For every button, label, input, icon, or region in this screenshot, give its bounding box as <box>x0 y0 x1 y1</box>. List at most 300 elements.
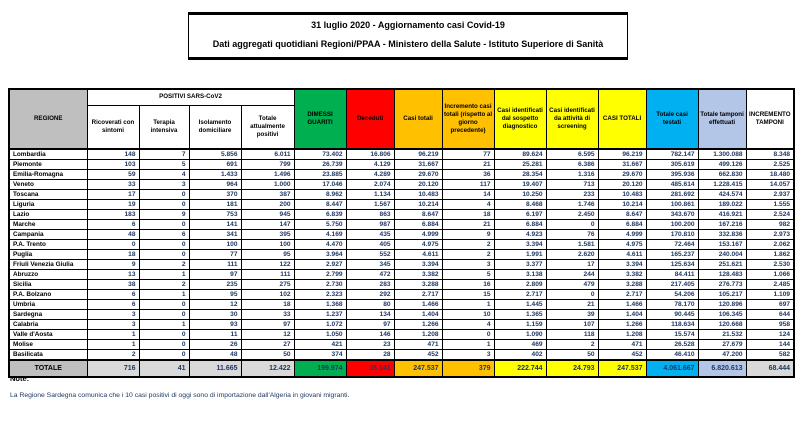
table-cell: 20.120 <box>394 180 442 190</box>
table-cell: 471 <box>598 340 646 350</box>
table-cell: 8.647 <box>598 210 646 220</box>
table-cell: 424.574 <box>698 190 746 200</box>
table-cell: 118.634 <box>646 320 698 330</box>
table-cell: 387 <box>241 190 294 200</box>
table-cell: 23.885 <box>294 170 346 180</box>
table-cell: 15.574 <box>646 330 698 340</box>
table-cell: 21 <box>442 160 494 170</box>
table-cell: 100.861 <box>646 200 698 210</box>
table-cell: 3 <box>139 180 189 190</box>
table-cell: 2.717 <box>394 290 442 300</box>
table-cell: 1.072 <box>294 320 346 330</box>
table-cell: 141 <box>189 220 241 230</box>
bulletin-title: 31 luglio 2020 - Aggiornamento casi Covid-19 <box>311 20 505 30</box>
table-cell: 1.316 <box>546 170 598 180</box>
table-cell: 19 <box>87 200 139 210</box>
table-cell: 48 <box>87 230 139 240</box>
table-cell: 3.288 <box>598 280 646 290</box>
table-cell: 28 <box>346 350 394 361</box>
total-label: TOTALE <box>9 360 87 377</box>
table-cell: 29.670 <box>394 170 442 180</box>
table-cell: 343.670 <box>646 210 698 220</box>
region-name: Lombardia <box>9 149 87 160</box>
total-cell: 68.444 <box>746 360 794 377</box>
table-cell: 2.524 <box>746 210 794 220</box>
total-cell: 4.061.667 <box>646 360 698 377</box>
table-cell: 1 <box>442 300 494 310</box>
table-cell: 9 <box>87 260 139 270</box>
table-cell: 982 <box>746 220 794 230</box>
table-cell: 2 <box>87 350 139 361</box>
table-cell: 2 <box>442 240 494 250</box>
table-cell: 2 <box>139 280 189 290</box>
table-cell: 6 <box>139 230 189 240</box>
table-cell: 183 <box>87 210 139 220</box>
table-cell: 30 <box>189 310 241 320</box>
table-cell: 1.991 <box>494 250 546 260</box>
table-cell: 0 <box>546 290 598 300</box>
table-cell: 47.200 <box>698 350 746 361</box>
table-cell: 9 <box>442 230 494 240</box>
covid-data-table <box>8 88 795 378</box>
table-cell: 122 <box>241 260 294 270</box>
table-cell: 1.466 <box>394 300 442 310</box>
table-cell: 4.169 <box>294 230 346 240</box>
region-name: Sardegna <box>9 310 87 320</box>
bulletin-subtitle: Dati aggregati quotidiani Regioni/PPAA - Ministero della Salute - Istituto Superiore di Sanità <box>212 38 604 49</box>
table-cell: 1.050 <box>294 330 346 340</box>
table-cell: 26 <box>189 340 241 350</box>
table-cell: 0 <box>139 220 189 230</box>
table-cell: 2.525 <box>746 160 794 170</box>
table-cell: 76 <box>546 230 598 240</box>
region-name: Umbria <box>9 300 87 310</box>
table-cell: 2 <box>546 340 598 350</box>
table-cell: 4.923 <box>494 230 546 240</box>
table-cell: 582 <box>746 350 794 361</box>
table-cell: 26.739 <box>294 160 346 170</box>
table-cell: 6.386 <box>546 160 598 170</box>
table-cell: 4.975 <box>598 240 646 250</box>
title-box <box>188 12 628 60</box>
table-cell: 2.973 <box>746 230 794 240</box>
table-cell: 0 <box>442 330 494 340</box>
sub-header-isolamento: Isolamento domiciliare <box>189 106 241 150</box>
table-cell: 753 <box>189 210 241 220</box>
table-cell: 452 <box>598 350 646 361</box>
region-name: Valle d'Aosta <box>9 330 87 340</box>
table-cell: 78.170 <box>646 300 698 310</box>
table-row <box>9 230 794 240</box>
column-header-regione: REGIONE <box>9 89 87 149</box>
table-cell: 6.011 <box>241 149 294 160</box>
region-name: Marche <box>9 220 87 230</box>
table-cell: 4.611 <box>394 250 442 260</box>
table-row <box>9 270 794 280</box>
table-row <box>9 300 794 310</box>
table-cell: 5.856 <box>189 149 241 160</box>
table-cell: 118 <box>546 330 598 340</box>
table-cell: 31.667 <box>598 160 646 170</box>
table-cell: 0 <box>139 350 189 361</box>
table-cell: 6 <box>87 300 139 310</box>
table-cell: 799 <box>241 160 294 170</box>
table-cell: 3 <box>87 310 139 320</box>
table-cell: 782.147 <box>646 149 698 160</box>
table-cell: 3.394 <box>394 260 442 270</box>
table-cell: 97 <box>241 320 294 330</box>
region-name: P.A. Trento <box>9 240 87 250</box>
note-text: La Regione Sardegna comunica che i 10 casi positivi di oggi sono di importazione dall'Algeria in giovani migranti. <box>10 392 350 399</box>
column-header-incremento-casi: Incremento casi totali (rispetto al giorno precedente) <box>442 89 494 149</box>
table-cell: 958 <box>746 320 794 330</box>
table-cell: 0 <box>139 190 189 200</box>
table-cell: 3.382 <box>598 270 646 280</box>
table-cell: 117 <box>442 180 494 190</box>
table-cell: 153.167 <box>698 240 746 250</box>
column-header-casi-totali: Casi totali <box>394 89 442 149</box>
table-cell: 1.581 <box>546 240 598 250</box>
table-cell: 20.120 <box>598 180 646 190</box>
table-cell: 15 <box>442 290 494 300</box>
table-cell: 2 <box>139 260 189 270</box>
table-cell: 6.884 <box>394 220 442 230</box>
table-cell: 6 <box>87 290 139 300</box>
table-cell: 2.062 <box>746 240 794 250</box>
region-name: Campania <box>9 230 87 240</box>
table-cell: 552 <box>346 250 394 260</box>
table-cell: 0 <box>139 250 189 260</box>
table-cell: 97 <box>189 270 241 280</box>
table-row <box>9 180 794 190</box>
table-cell: 200 <box>241 200 294 210</box>
region-name: Calabria <box>9 320 87 330</box>
table-cell: 2.620 <box>546 250 598 260</box>
table-cell: 120.896 <box>698 300 746 310</box>
table-cell: 2.730 <box>294 280 346 290</box>
table-cell: 292 <box>346 290 394 300</box>
table-cell: 644 <box>746 310 794 320</box>
table-cell: 96.219 <box>598 149 646 160</box>
total-cell: 41 <box>139 360 189 377</box>
table-cell: 6.884 <box>598 220 646 230</box>
table-cell: 39 <box>546 310 598 320</box>
table-cell: 697 <box>746 300 794 310</box>
table-cell: 1.266 <box>598 320 646 330</box>
table-cell: 12 <box>189 300 241 310</box>
region-name: Friuli Venezia Giulia <box>9 260 87 270</box>
table-row <box>9 290 794 300</box>
group-header-positivi: POSITIVI SARS-CoV2 <box>87 89 294 106</box>
table-cell: 10.214 <box>394 200 442 210</box>
table-cell: 4 <box>442 320 494 330</box>
table-cell: 102 <box>241 290 294 300</box>
table-cell: 1.404 <box>598 310 646 320</box>
sub-header-terapia-intensiva: Terapia intensiva <box>139 106 189 150</box>
table-cell: 0 <box>139 340 189 350</box>
region-name: Puglia <box>9 250 87 260</box>
table-cell: 95 <box>189 290 241 300</box>
region-name: Basilicata <box>9 350 87 361</box>
table-cell: 1.365 <box>494 310 546 320</box>
table-row <box>9 250 794 260</box>
table-cell: 370 <box>189 190 241 200</box>
table-cell: 472 <box>346 270 394 280</box>
table-cell: 6 <box>87 220 139 230</box>
table-cell: 4.289 <box>346 170 394 180</box>
column-header-incremento-tamponi: INCREMENTO TAMPONI <box>746 89 794 149</box>
table-cell: 17 <box>87 190 139 200</box>
table-cell: 16 <box>442 280 494 290</box>
table-cell: 1.746 <box>546 200 598 210</box>
table-cell: 181 <box>189 200 241 210</box>
table-cell: 2.323 <box>294 290 346 300</box>
table-cell: 125.634 <box>646 260 698 270</box>
table-cell: 1.567 <box>346 200 394 210</box>
table-row <box>9 220 794 230</box>
table-cell: 107 <box>546 320 598 330</box>
table-cell: 26.528 <box>646 340 698 350</box>
table-row <box>9 320 794 330</box>
total-cell: 247.537 <box>394 360 442 377</box>
table-cell: 471 <box>394 340 442 350</box>
region-name: Liguria <box>9 200 87 210</box>
table-cell: 2.450 <box>546 210 598 220</box>
table-cell: 421 <box>294 340 346 350</box>
table-cell: 124 <box>746 330 794 340</box>
table-cell: 21 <box>442 220 494 230</box>
table-cell: 3.138 <box>494 270 546 280</box>
table-cell: 4.470 <box>294 240 346 250</box>
table-cell: 105.217 <box>698 290 746 300</box>
table-cell: 4.975 <box>394 240 442 250</box>
table-cell: 217.405 <box>646 280 698 290</box>
table-cell: 5 <box>442 270 494 280</box>
table-cell: 2.074 <box>346 180 394 190</box>
table-cell: 167.216 <box>698 220 746 230</box>
table-cell: 0 <box>87 240 139 250</box>
table-cell: 1 <box>87 330 139 340</box>
total-cell: 716 <box>87 360 139 377</box>
table-cell: 170.810 <box>646 230 698 240</box>
table-cell: 1.208 <box>598 330 646 340</box>
table-row <box>9 330 794 340</box>
table-cell: 6.595 <box>546 149 598 160</box>
table-cell: 4.129 <box>346 160 394 170</box>
table-cell: 27.679 <box>698 340 746 350</box>
table-cell: 84.411 <box>646 270 698 280</box>
table-cell: 499.126 <box>698 160 746 170</box>
table-cell: 713 <box>546 180 598 190</box>
region-name: Veneto <box>9 180 87 190</box>
table-cell: 6.839 <box>294 210 346 220</box>
table-row <box>9 260 794 270</box>
total-cell: 247.537 <box>598 360 646 377</box>
table-cell: 2 <box>442 250 494 260</box>
note-heading: Note: <box>10 374 30 383</box>
table-cell: 96.219 <box>394 149 442 160</box>
table-cell: 46.410 <box>646 350 698 361</box>
table-cell: 29.670 <box>598 170 646 180</box>
table-cell: 111 <box>241 270 294 280</box>
table-cell: 2.530 <box>746 260 794 270</box>
table-cell: 964 <box>189 180 241 190</box>
table-cell: 1.000 <box>241 180 294 190</box>
table-cell: 33 <box>241 310 294 320</box>
sub-header-attualmente-positivi: Totale attualmente positivi <box>241 106 294 150</box>
table-cell: 18 <box>241 300 294 310</box>
table-cell: 95 <box>241 250 294 260</box>
total-cell: 6.820.613 <box>698 360 746 377</box>
table-cell: 7 <box>139 149 189 160</box>
table-body <box>9 149 794 377</box>
table-cell: 0 <box>546 220 598 230</box>
table-cell: 1.555 <box>746 200 794 210</box>
table-cell: 10.483 <box>598 190 646 200</box>
table-cell: 3.964 <box>294 250 346 260</box>
column-header-dimessi-guariti: DIMESSI GUARITI <box>294 89 346 149</box>
table-cell: 9 <box>139 210 189 220</box>
region-name: Lazio <box>9 210 87 220</box>
table-cell: 1.496 <box>241 170 294 180</box>
table-row <box>9 310 794 320</box>
table-cell: 1.159 <box>494 320 546 330</box>
table-cell: 10.250 <box>494 190 546 200</box>
table-cell: 0 <box>139 240 189 250</box>
table-cell: 251.621 <box>698 260 746 270</box>
table-cell: 13 <box>87 270 139 280</box>
table-cell: 10 <box>442 310 494 320</box>
table-row <box>9 280 794 290</box>
table-cell: 134 <box>346 310 394 320</box>
table-cell: 485.614 <box>646 180 698 190</box>
region-name: Toscana <box>9 190 87 200</box>
table-cell: 89.624 <box>494 149 546 160</box>
table-cell: 2.717 <box>598 290 646 300</box>
table-cell: 3.288 <box>394 280 442 290</box>
table-cell: 21 <box>546 300 598 310</box>
region-name: Sicilia <box>9 280 87 290</box>
table-cell: 341 <box>189 230 241 240</box>
total-cell: 199.974 <box>294 360 346 377</box>
table-cell: 31.667 <box>394 160 442 170</box>
table-cell: 54.206 <box>646 290 698 300</box>
table-cell: 25.281 <box>494 160 546 170</box>
table-cell: 120.668 <box>698 320 746 330</box>
table-cell: 0 <box>139 200 189 210</box>
table-cell: 18.480 <box>746 170 794 180</box>
table-cell: 4.999 <box>394 230 442 240</box>
table-cell: 1.862 <box>746 250 794 260</box>
table-cell: 1.300.088 <box>698 149 746 160</box>
table-cell: 100 <box>189 240 241 250</box>
table-cell: 165.237 <box>646 250 698 260</box>
table-cell: 19.407 <box>494 180 546 190</box>
table-cell: 144 <box>746 340 794 350</box>
table-cell: 435 <box>346 230 394 240</box>
table-cell: 8.962 <box>294 190 346 200</box>
table-cell: 77 <box>189 250 241 260</box>
table-cell: 33 <box>87 180 139 190</box>
table-cell: 90.445 <box>646 310 698 320</box>
table-cell: 416.921 <box>698 210 746 220</box>
table-cell: 97 <box>346 320 394 330</box>
table-cell: 14.057 <box>746 180 794 190</box>
table-cell: 36 <box>442 170 494 180</box>
table-cell: 405 <box>346 240 394 250</box>
table-cell: 345 <box>346 260 394 270</box>
table-cell: 3 <box>87 320 139 330</box>
table-cell: 17.046 <box>294 180 346 190</box>
table-cell: 3 <box>442 350 494 361</box>
table-row <box>9 350 794 361</box>
table-cell: 73.402 <box>294 149 346 160</box>
table-cell: 6.197 <box>494 210 546 220</box>
table-cell: 1.237 <box>294 310 346 320</box>
column-header-casi-testati: Totale casi testati <box>646 89 698 149</box>
table-cell: 50 <box>241 350 294 361</box>
table-cell: 1 <box>139 270 189 280</box>
table-cell: 189.022 <box>698 200 746 210</box>
table-cell: 691 <box>189 160 241 170</box>
table-cell: 1.466 <box>598 300 646 310</box>
note-section <box>10 374 349 399</box>
table-cell: 93 <box>189 320 241 330</box>
table-cell: 276.773 <box>698 280 746 290</box>
table-row <box>9 170 794 180</box>
table-cell: 4.999 <box>598 230 646 240</box>
table-cell: 1.228.415 <box>698 180 746 190</box>
table-cell: 23 <box>346 340 394 350</box>
table-cell: 395.936 <box>646 170 698 180</box>
table-cell: 479 <box>546 280 598 290</box>
table-cell: 2.927 <box>294 260 346 270</box>
region-name: Molise <box>9 340 87 350</box>
table-cell: 4 <box>139 170 189 180</box>
table-cell: 2.937 <box>746 190 794 200</box>
table-cell: 1 <box>87 340 139 350</box>
table-cell: 128.483 <box>698 270 746 280</box>
table-cell: 77 <box>442 149 494 160</box>
table-cell: 283 <box>346 280 394 290</box>
table-cell: 59 <box>87 170 139 180</box>
table-row <box>9 340 794 350</box>
total-cell: 379 <box>442 360 494 377</box>
table-cell: 305.619 <box>646 160 698 170</box>
table-cell: 27 <box>241 340 294 350</box>
column-header-deceduti: Deceduti <box>346 89 394 149</box>
sub-header-ricoverati: Ricoverati con sintomi <box>87 106 139 150</box>
table-cell: 452 <box>394 350 442 361</box>
total-cell: 35.141 <box>346 360 394 377</box>
table-row <box>9 200 794 210</box>
table-cell: 0 <box>139 330 189 340</box>
table-cell: 6.884 <box>494 220 546 230</box>
table-cell: 4.611 <box>598 250 646 260</box>
region-name: Abruzzo <box>9 270 87 280</box>
table-cell: 5 <box>139 160 189 170</box>
table-cell: 28.354 <box>494 170 546 180</box>
table-row <box>9 149 794 160</box>
table-cell: 1.368 <box>294 300 346 310</box>
column-header-tamponi: Totale tamponi effettuati <box>698 89 746 149</box>
table-cell: 469 <box>494 340 546 350</box>
table-cell: 48 <box>189 350 241 361</box>
table-cell: 21.532 <box>698 330 746 340</box>
table-cell: 16.806 <box>346 149 394 160</box>
table-cell: 146 <box>346 330 394 340</box>
table-cell: 8.447 <box>294 200 346 210</box>
